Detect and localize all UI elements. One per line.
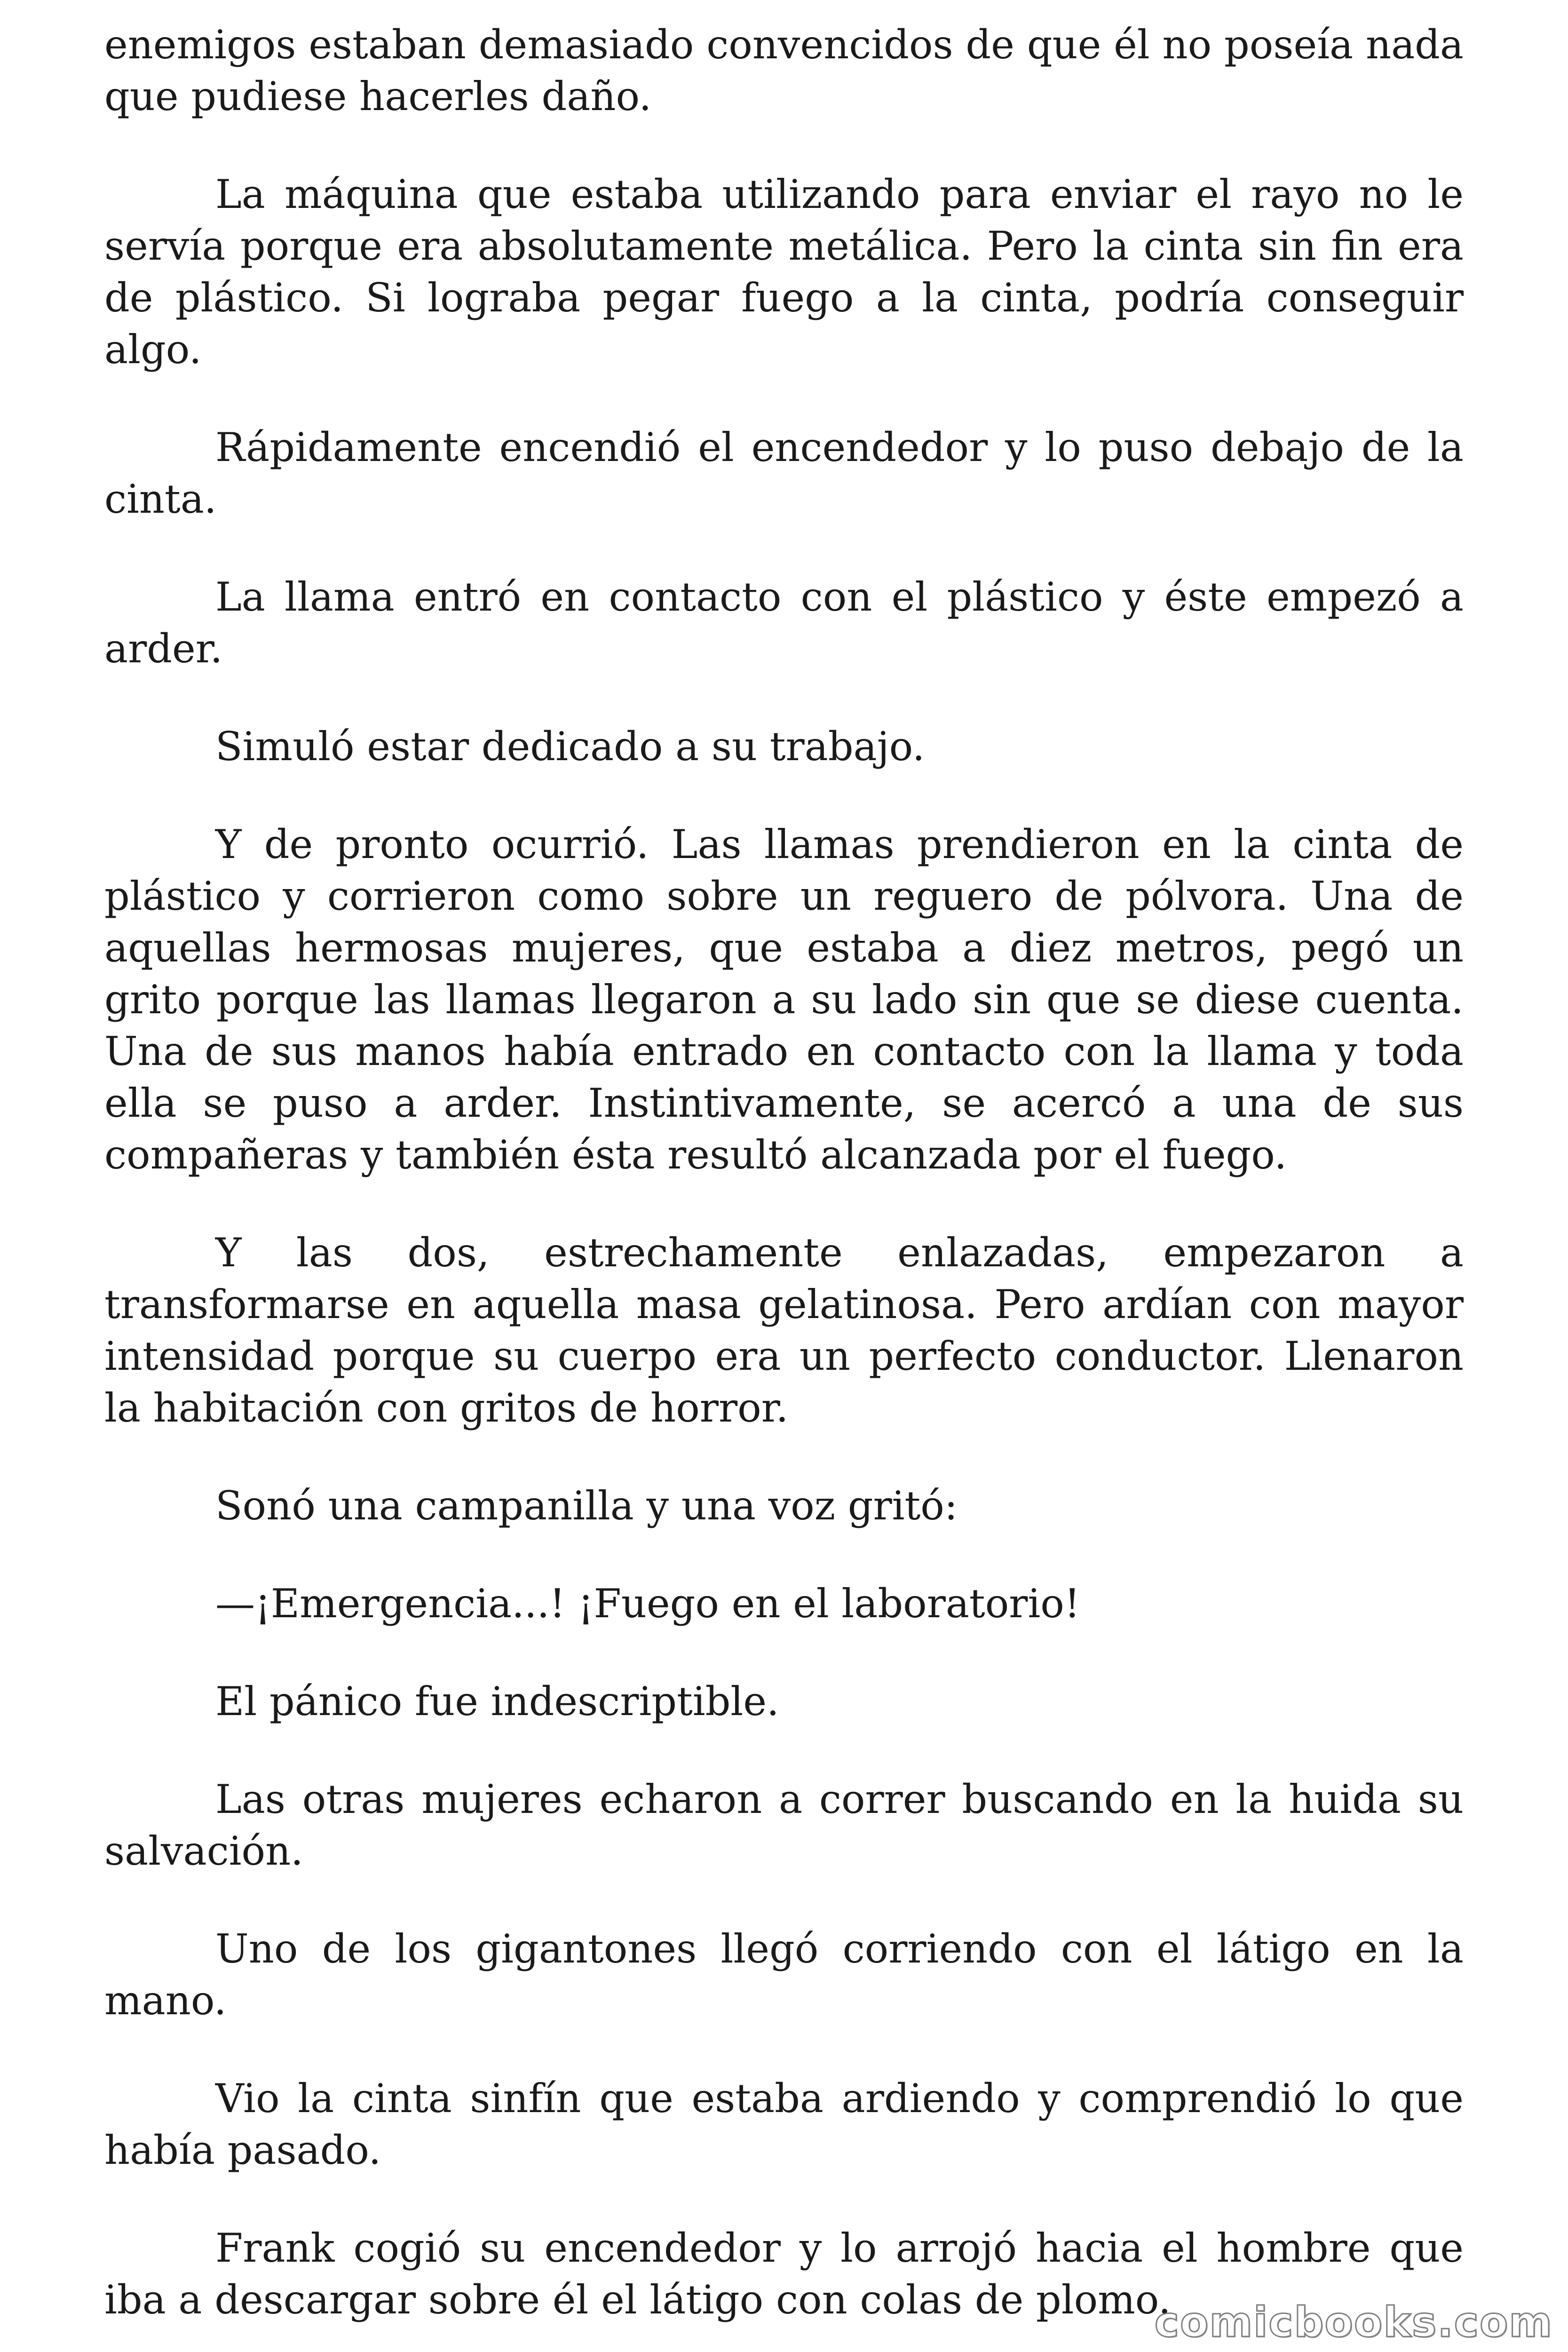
watermark: comicbooks.com [1154, 2298, 1553, 2346]
paragraph-7: Y las dos, estrechamente enlazadas, empezaron a transformarse en aquella masa gelatinosa. Pero ardían con mayor intensidad porque su cuerpo era un perfecto conductor. Llenaron la habitación con gritos de horror. [104, 1230, 1464, 1431]
paragraph-9: —¡Emergencia...! ¡Fuego en el laboratorio! [215, 1581, 1080, 1627]
book-page-text [104, 19, 1464, 2352]
paragraph-4: La llama entró en contacto con el plástico y éste empezó a arder. [104, 574, 1464, 672]
paragraph-10: El pánico fue indescriptible. [215, 1678, 779, 1724]
paragraph-12: Uno de los gigantones llegó corriendo con el látigo en la mano. [104, 1926, 1464, 2024]
paragraph-8: Sonó una campanilla y una voz gritó: [215, 1483, 958, 1529]
paragraph-11: Las otras mujeres echaron a correr buscando en la huida su salvación. [104, 1776, 1464, 1874]
paragraph-14: Frank cogió su encendedor y lo arrojó hacia el hombre que iba a descargar sobre él el látigo con colas de plomo. [104, 2225, 1464, 2323]
paragraph-2: La máquina que estaba utilizando para enviar el rayo no le servía porque era absolutamente metálica. Pero la cinta sin fin era de plástico. Si lograba pegar fuego a la cinta, podría conseguir algo. [104, 171, 1464, 373]
paragraph-13: Vio la cinta sinfín que estaba ardiendo y comprendió lo que había pasado. [104, 2075, 1464, 2173]
paragraph-1: enemigos estaban demasiado convencidos de que él no poseía nada que pudiese hacerles daño. [104, 22, 1464, 119]
paragraph-3: Rápidamente encendió el encendedor y lo puso debajo de la cinta. [104, 424, 1464, 522]
paragraph-5: Simuló estar dedicado a su trabajo. [215, 723, 925, 770]
paragraph-6: Y de pronto ocurrió. Las llamas prendieron en la cinta de plástico y corrieron como sobre un reguero de pólvora. Una de aquellas hermosas mujeres, que estaba a diez metros, pegó un grito porque las llamas llegaron a su lado sin que se diese cuenta. Una de sus manos había entrado en contacto con la llama y toda ella se puso a arder. Instintivamente, se acercó a una de sus compañeras y también ésta resultó alcanzada por el fuego. [104, 821, 1464, 1178]
